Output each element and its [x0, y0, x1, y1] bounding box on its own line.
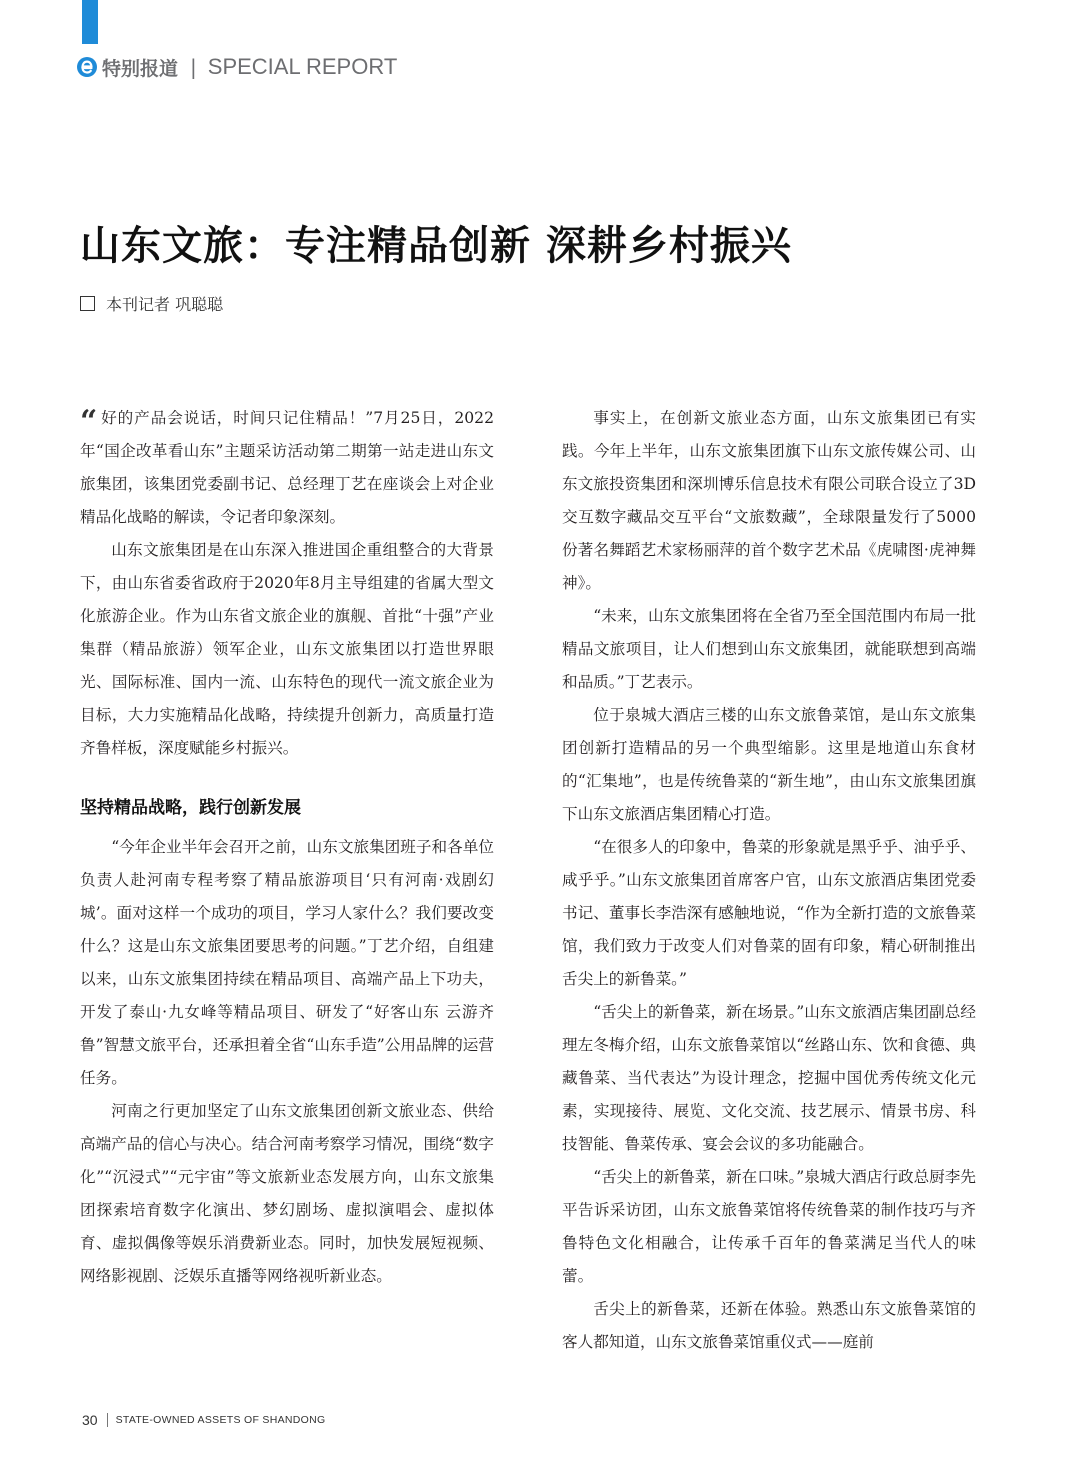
- paragraph: “舌尖上的新鲁菜，新在场景。”山东文旅酒店集团副总经理左冬梅介绍，山东文旅鲁菜馆以“丝路山东、饮和食德、典藏鲁菜、当代表达”为设计理念，挖掘中国优秀传统文化元素，实现接待、展览、文化交流、技艺展示、情景书房、科技智能、鲁菜传承、宴会会议的多功能融合。: [562, 1003, 976, 1153]
- publication-name: STATE-OWNED ASSETS OF SHANDONG: [115, 1414, 326, 1426]
- lead-quote-mark: “: [80, 404, 98, 439]
- lead-text: 好的产品会说话，时间只记住精品！”7月25日，2022年“国企改革看山东”主题采访活动第二期第一站走进山东文旅集团，该集团党委副书记、总经理丁艺在座谈会上对企业精品化战略的解读，令记者印象深刻。: [80, 409, 494, 526]
- paragraph: 位于泉城大酒店三楼的山东文旅鲁菜馆，是山东文旅集团创新打造精品的另一个典型缩影。这里是地道山东食材的“汇集地”，也是传统鲁菜的“新生地”，由山东文旅集团旗下山东文旅酒店集团精心打造。: [562, 706, 976, 823]
- subheading: 坚持精品战略，践行创新发展: [80, 798, 301, 818]
- section-label-cn: 特别报道: [102, 57, 179, 80]
- paragraph: 事实上，在创新文旅业态方面，山东文旅集团已有实践。今年上半年，山东文旅集团旗下山东文旅传媒公司、山东文旅投资集团和深圳博乐信息技术有限公司联合设立了3D交互数字藏品交互平台“文旅数藏”，全球限量发行了5000份著名舞蹈艺术家杨丽萍的首个数字艺术品《虎啸图·虎神舞神》。: [562, 409, 976, 592]
- paragraph: 山东文旅集团是在山东深入推进国企重组整合的大背景下，由山东省委省政府于2020年8月主导组建的省属大型文化旅游企业。作为山东省文旅企业的旗舰、首批“十强”产业集群（精品旅游）领军企业，山东文旅集团以打造世界眼光、国际标准、国内一流、山东特色的现代一流文旅企业为目标，大力实施精品化战略，持续提升创新力，高质量打造齐鲁样板，深度赋能乡村振兴。: [80, 541, 494, 757]
- section-header: [76, 52, 397, 82]
- article-title: 山东文旅：专注精品创新 深耕乡村振兴: [80, 222, 792, 269]
- paragraph: 舌尖上的新鲁菜，还新在体验。熟悉山东文旅鲁菜馆的客人都知道，山东文旅鲁菜馆重仪式——庭前: [562, 1300, 976, 1351]
- paragraph: “在很多人的印象中，鲁菜的形象就是黑乎乎、油乎乎、咸乎乎。”山东文旅集团首席客户官，山东文旅酒店集团党委书记、董事长李浩深有感触地说，“作为全新打造的文旅鲁菜馆，我们致力于改变人们对鲁菜的固有印象，精心研制推出舌尖上的新鲁菜。”: [562, 838, 976, 988]
- lead-paragraph: [80, 402, 494, 534]
- e-letter-logo-icon: [76, 56, 98, 78]
- section-color-bar: [82, 0, 98, 44]
- byline-square-icon: [80, 296, 95, 311]
- byline-text: 本刊记者 巩聪聪: [106, 295, 224, 314]
- right-column: [562, 402, 976, 1359]
- page-footer: [82, 1412, 325, 1428]
- section-label-en: SPECIAL REPORT: [207, 54, 398, 79]
- footer-separator: [107, 1413, 108, 1427]
- paragraph: “未来，山东文旅集团将在全省乃至全国范围内布局一批精品文旅项目，让人们想到山东文旅集团，就能联想到高端和品质。”丁艺表示。: [562, 607, 976, 691]
- header-separator: |: [190, 55, 197, 79]
- byline: [80, 292, 223, 315]
- page-number: 30: [82, 1412, 98, 1428]
- paragraph: “今年企业半年会召开之前，山东文旅集团班子和各单位负责人赴河南专程考察了精品旅游项目‘只有河南·戏剧幻城’。面对这样一个成功的项目，学习人家什么？我们要改变什么？这是山东文旅集团要思考的问题。”丁艺介绍，自组建以来，山东文旅集团持续在精品项目、高端产品上下功夫，开发了泰山·九女峰等精品项目、研发了“好客山东 云游齐鲁”智慧文旅平台，还承担着全省“山东手造”公用品牌的运营任务。: [80, 838, 494, 1087]
- paragraph: 河南之行更加坚定了山东文旅集团创新文旅业态、供给高端产品的信心与决心。结合河南考察学习情况，围绕“数字化”“沉浸式”“元宇宙”等文旅新业态发展方向，山东文旅集团探索培育数字化演出、梦幻剧场、虚拟演唱会、虚拟体育、虚拟偶像等娱乐消费新业态。同时，加快发展短视频、网络影视剧、泛娱乐直播等网络视听新业态。: [80, 1102, 494, 1285]
- paragraph: “舌尖上的新鲁菜，新在口味。”泉城大酒店行政总厨李先平告诉采访团，山东文旅鲁菜馆将传统鲁菜的制作技巧与齐鲁特色文化相融合，让传承千百年的鲁菜满足当代人的味蕾。: [562, 1168, 976, 1285]
- left-column: [80, 402, 494, 1293]
